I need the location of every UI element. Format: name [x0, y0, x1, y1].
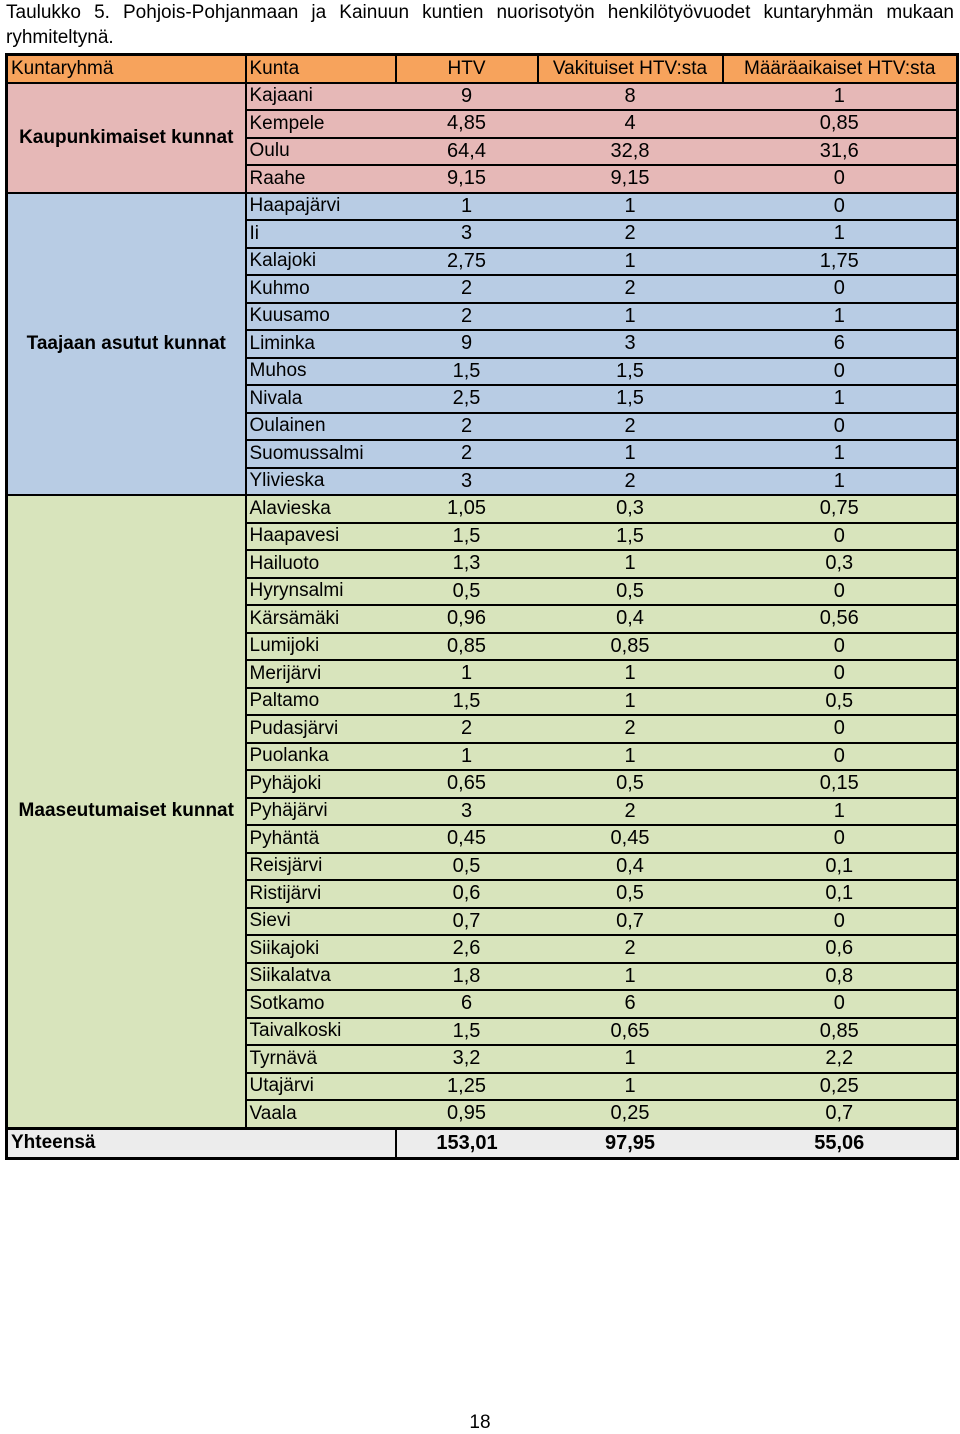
vakituiset-cell: 0,5 [538, 770, 723, 798]
kunta-cell: Oulainen [246, 413, 396, 441]
maaraaikaiset-cell: 0 [723, 990, 958, 1018]
htv-cell: 1,05 [396, 495, 538, 523]
vakituiset-cell: 1 [538, 688, 723, 716]
vakituiset-cell: 1 [538, 248, 723, 276]
total-vakituiset: 97,95 [538, 1128, 723, 1158]
kunta-cell: Raahe [246, 165, 396, 193]
kunta-cell: Hyrynsalmi [246, 578, 396, 606]
vakituiset-cell: 0,45 [538, 825, 723, 853]
vakituiset-cell: 1 [538, 963, 723, 991]
htv-cell: 2 [396, 303, 538, 331]
htv-cell: 4,85 [396, 110, 538, 138]
htv-cell: 3,2 [396, 1045, 538, 1073]
group-label: Maaseutumaiset kunnat [7, 495, 246, 1128]
maaraaikaiset-cell: 0,3 [723, 550, 958, 578]
maaraaikaiset-cell: 0 [723, 413, 958, 441]
kunta-cell: Merijärvi [246, 660, 396, 688]
htv-cell: 3 [396, 468, 538, 496]
vakituiset-cell: 0,4 [538, 605, 723, 633]
maaraaikaiset-cell: 1 [723, 303, 958, 331]
htv-cell: 1 [396, 193, 538, 221]
htv-cell: 2 [396, 275, 538, 303]
htv-cell: 3 [396, 798, 538, 826]
maaraaikaiset-cell: 6 [723, 330, 958, 358]
vakituiset-cell: 1 [538, 550, 723, 578]
header-row [7, 55, 958, 83]
vakituiset-cell: 1,5 [538, 358, 723, 386]
htv-cell: 2,75 [396, 248, 538, 276]
maaraaikaiset-cell: 0 [723, 578, 958, 606]
htv-cell: 0,65 [396, 770, 538, 798]
table-caption: Taulukko 5. Pohjois-Pohjanmaan ja Kainuun kuntien nuorisotyön henkilötyövuodet kuntaryhmän mukaan ryhmiteltynä. [6, 2, 954, 48]
htv-cell: 1 [396, 660, 538, 688]
vakituiset-cell: 0,4 [538, 853, 723, 881]
htv-cell: 9 [396, 83, 538, 111]
kunta-cell: Oulu [246, 138, 396, 166]
vakituiset-cell: 1 [538, 1045, 723, 1073]
htv-cell: 0,7 [396, 908, 538, 936]
maaraaikaiset-cell: 1 [723, 220, 958, 248]
maaraaikaiset-cell: 0,15 [723, 770, 958, 798]
htv-cell: 0,95 [396, 1100, 538, 1128]
vakituiset-cell: 0,25 [538, 1100, 723, 1128]
kunta-cell: Kajaani [246, 83, 396, 111]
vakituiset-cell: 8 [538, 83, 723, 111]
htv-cell: 0,6 [396, 880, 538, 908]
kunta-cell: Ristijärvi [246, 880, 396, 908]
header-htv: HTV [396, 55, 538, 83]
maaraaikaiset-cell: 0,8 [723, 963, 958, 991]
maaraaikaiset-cell: 0,56 [723, 605, 958, 633]
maaraaikaiset-cell: 0,1 [723, 853, 958, 881]
vakituiset-cell: 2 [538, 468, 723, 496]
htv-cell: 1,5 [396, 688, 538, 716]
kunta-cell: Reisjärvi [246, 853, 396, 881]
table-body [7, 83, 958, 1159]
vakituiset-cell: 2 [538, 220, 723, 248]
maaraaikaiset-cell: 0 [723, 275, 958, 303]
kunta-cell: Haapavesi [246, 523, 396, 551]
maaraaikaiset-cell: 0,7 [723, 1100, 958, 1128]
total-label: Yhteensä [7, 1128, 396, 1158]
maaraaikaiset-cell: 0 [723, 825, 958, 853]
htv-cell: 0,96 [396, 605, 538, 633]
htv-cell: 2 [396, 440, 538, 468]
vakituiset-cell: 2 [538, 935, 723, 963]
maaraaikaiset-cell: 1 [723, 385, 958, 413]
page-number: 18 [469, 1412, 491, 1433]
htv-cell: 9,15 [396, 165, 538, 193]
kunta-cell: Sievi [246, 908, 396, 936]
maaraaikaiset-cell: 1 [723, 798, 958, 826]
total-htv: 153,01 [396, 1128, 538, 1158]
htv-cell: 0,85 [396, 633, 538, 661]
htv-cell: 1,5 [396, 523, 538, 551]
kunta-cell: Ii [246, 220, 396, 248]
maaraaikaiset-cell: 0 [723, 165, 958, 193]
group-label: Kaupunkimaiset kunnat [7, 83, 246, 193]
maaraaikaiset-cell: 0,6 [723, 935, 958, 963]
htv-cell: 1 [396, 743, 538, 771]
vakituiset-cell: 1,5 [538, 385, 723, 413]
vakituiset-cell: 1 [538, 193, 723, 221]
maaraaikaiset-cell: 0 [723, 193, 958, 221]
maaraaikaiset-cell: 0,75 [723, 495, 958, 523]
vakituiset-cell: 2 [538, 715, 723, 743]
vakituiset-cell: 9,15 [538, 165, 723, 193]
vakituiset-cell: 4 [538, 110, 723, 138]
kunta-cell: Utajärvi [246, 1073, 396, 1101]
htv-table [5, 53, 959, 1160]
total-row [7, 1128, 958, 1158]
kunta-cell: Ylivieska [246, 468, 396, 496]
kunta-cell: Siikalatva [246, 963, 396, 991]
vakituiset-cell: 3 [538, 330, 723, 358]
htv-cell: 0,5 [396, 578, 538, 606]
kunta-cell: Kuusamo [246, 303, 396, 331]
kunta-cell: Sotkamo [246, 990, 396, 1018]
maaraaikaiset-cell: 0 [723, 523, 958, 551]
vakituiset-cell: 6 [538, 990, 723, 1018]
vakituiset-cell: 1 [538, 1073, 723, 1101]
maaraaikaiset-cell: 0 [723, 660, 958, 688]
table-row [7, 495, 958, 523]
htv-cell: 3 [396, 220, 538, 248]
vakituiset-cell: 0,5 [538, 880, 723, 908]
maaraaikaiset-cell: 0,1 [723, 880, 958, 908]
htv-cell: 0,45 [396, 825, 538, 853]
htv-cell: 1,5 [396, 358, 538, 386]
htv-cell: 9 [396, 330, 538, 358]
kunta-cell: Haapajärvi [246, 193, 396, 221]
maaraaikaiset-cell: 2,2 [723, 1045, 958, 1073]
vakituiset-cell: 1 [538, 303, 723, 331]
table-row [7, 83, 958, 111]
htv-cell: 2,6 [396, 935, 538, 963]
kunta-cell: Kuhmo [246, 275, 396, 303]
kunta-cell: Alavieska [246, 495, 396, 523]
kunta-cell: Puolanka [246, 743, 396, 771]
kunta-cell: Kempele [246, 110, 396, 138]
kunta-cell: Pyhäjoki [246, 770, 396, 798]
vakituiset-cell: 0,5 [538, 578, 723, 606]
header-kunta: Kunta [246, 55, 396, 83]
kunta-cell: Liminka [246, 330, 396, 358]
maaraaikaiset-cell: 0,25 [723, 1073, 958, 1101]
kunta-cell: Paltamo [246, 688, 396, 716]
header-maaraaikaiset: Määräaikaiset HTV:sta [723, 55, 958, 83]
kunta-cell: Nivala [246, 385, 396, 413]
vakituiset-cell: 1 [538, 440, 723, 468]
maaraaikaiset-cell: 0 [723, 908, 958, 936]
htv-cell: 2 [396, 715, 538, 743]
htv-cell: 1,8 [396, 963, 538, 991]
maaraaikaiset-cell: 1 [723, 83, 958, 111]
kunta-cell: Muhos [246, 358, 396, 386]
maaraaikaiset-cell: 0 [723, 358, 958, 386]
kunta-cell: Lumijoki [246, 633, 396, 661]
maaraaikaiset-cell: 0 [723, 633, 958, 661]
htv-cell: 2 [396, 413, 538, 441]
maaraaikaiset-cell: 0 [723, 743, 958, 771]
vakituiset-cell: 0,65 [538, 1018, 723, 1046]
vakituiset-cell: 32,8 [538, 138, 723, 166]
vakituiset-cell: 0,7 [538, 908, 723, 936]
htv-cell: 1,5 [396, 1018, 538, 1046]
kunta-cell: Siikajoki [246, 935, 396, 963]
kunta-cell: Taivalkoski [246, 1018, 396, 1046]
htv-cell: 64,4 [396, 138, 538, 166]
maaraaikaiset-cell: 0,5 [723, 688, 958, 716]
htv-cell: 6 [396, 990, 538, 1018]
kunta-cell: Pudasjärvi [246, 715, 396, 743]
total-maaraaikaiset: 55,06 [723, 1128, 958, 1158]
table-row [7, 193, 958, 221]
maaraaikaiset-cell: 0 [723, 715, 958, 743]
vakituiset-cell: 1,5 [538, 523, 723, 551]
htv-cell: 1,25 [396, 1073, 538, 1101]
group-label: Taajaan asutut kunnat [7, 193, 246, 496]
kunta-cell: Pyhäjärvi [246, 798, 396, 826]
htv-cell: 1,3 [396, 550, 538, 578]
header-vakituiset: Vakituiset HTV:sta [538, 55, 723, 83]
kunta-cell: Kärsämäki [246, 605, 396, 633]
htv-cell: 2,5 [396, 385, 538, 413]
vakituiset-cell: 0,85 [538, 633, 723, 661]
vakituiset-cell: 2 [538, 413, 723, 441]
vakituiset-cell: 1 [538, 660, 723, 688]
kunta-cell: Pyhäntä [246, 825, 396, 853]
maaraaikaiset-cell: 1,75 [723, 248, 958, 276]
kunta-cell: Kalajoki [246, 248, 396, 276]
kunta-cell: Vaala [246, 1100, 396, 1128]
htv-cell: 0,5 [396, 853, 538, 881]
maaraaikaiset-cell: 31,6 [723, 138, 958, 166]
maaraaikaiset-cell: 1 [723, 468, 958, 496]
maaraaikaiset-cell: 1 [723, 440, 958, 468]
header-kuntaryhma: Kuntaryhmä [7, 55, 246, 83]
maaraaikaiset-cell: 0,85 [723, 110, 958, 138]
vakituiset-cell: 2 [538, 275, 723, 303]
vakituiset-cell: 0,3 [538, 495, 723, 523]
kunta-cell: Tyrnävä [246, 1045, 396, 1073]
kunta-cell: Suomussalmi [246, 440, 396, 468]
maaraaikaiset-cell: 0,85 [723, 1018, 958, 1046]
vakituiset-cell: 1 [538, 743, 723, 771]
vakituiset-cell: 2 [538, 798, 723, 826]
kunta-cell: Hailuoto [246, 550, 396, 578]
